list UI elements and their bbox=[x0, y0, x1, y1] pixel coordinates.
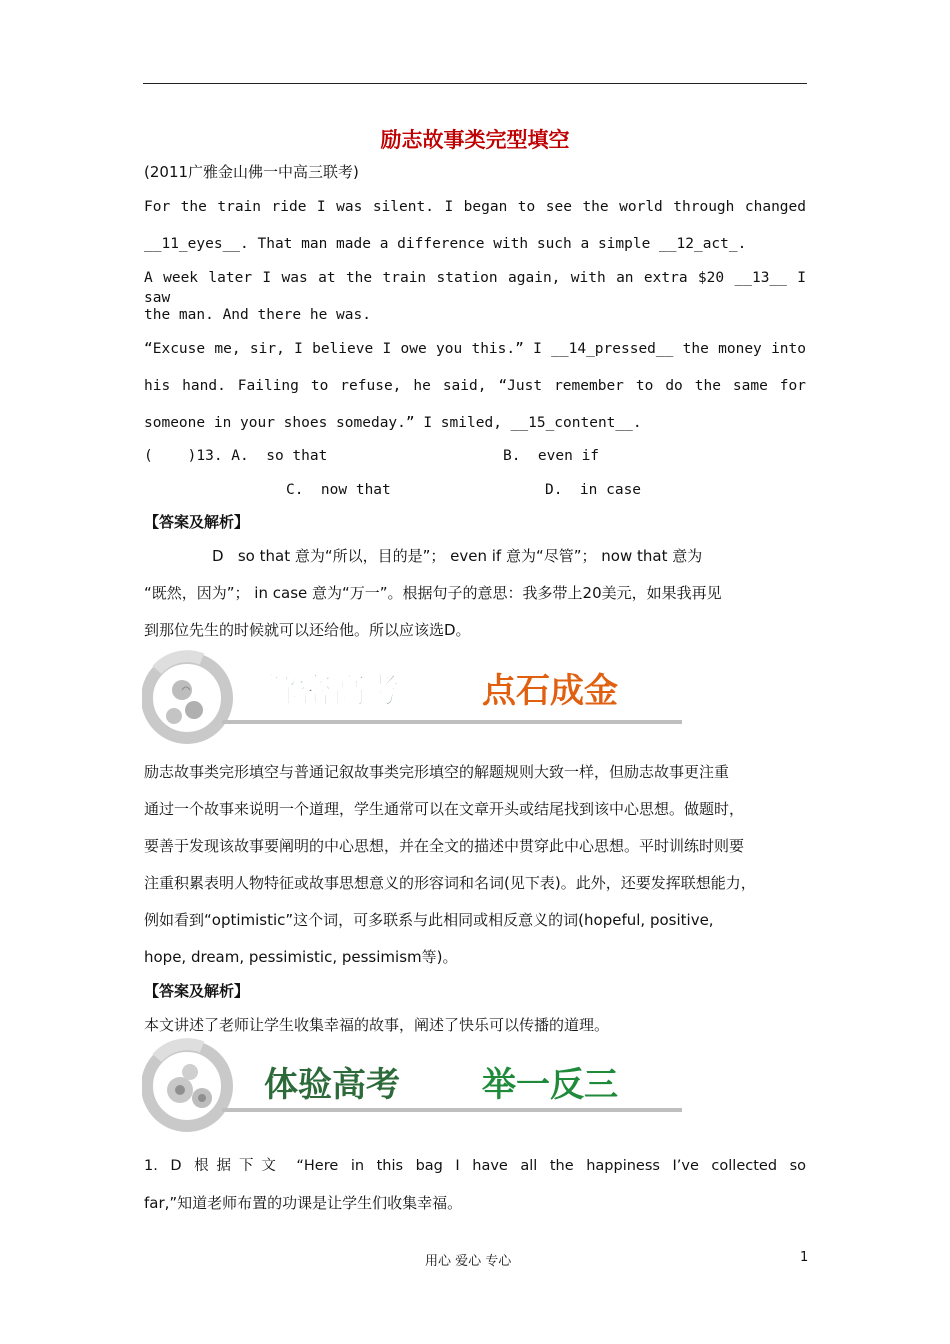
tips-line: hope, dream, pessimistic, pessimism等)。 bbox=[144, 948, 458, 966]
page-title: 励志故事类完型填空 bbox=[380, 128, 570, 152]
passage-line: A week later I was at the train station again, with an extra $20 __13__ I saw bbox=[144, 270, 806, 306]
answer-summary: 本文讲述了老师让学生收集幸福的故事，阐述了快乐可以传播的道理。 bbox=[144, 1016, 610, 1034]
banner-underline bbox=[222, 720, 682, 724]
banner-left-text: 体验高考 bbox=[264, 1065, 400, 1105]
item-line: 1. D 根据下文 “Here in this bag I have all the happiness I’ve collected so bbox=[144, 1158, 806, 1174]
passage-line: his hand. Failing to refuse, he said, “Just remember to do the same for bbox=[144, 378, 806, 394]
passage-line: __11_eyes__. That man made a difference with such a simple __12_act_. bbox=[144, 236, 747, 252]
banner-decrypt-gaokao bbox=[142, 650, 682, 746]
passage-line: the man. And there he was. bbox=[144, 307, 371, 323]
answer-line: D so that 意为“所以，目的是”； even if 意为“尽管”； now that 意为 bbox=[212, 547, 703, 565]
source-note: (2011广雅金山佛一中高三联考) bbox=[144, 163, 359, 181]
tips-line: 要善于发现该故事要阐明的中心思想，并在全文的描述中贯穿此中心思想。平时训练时则要 bbox=[144, 837, 745, 855]
banner-underline bbox=[222, 1108, 682, 1112]
answer-heading: 【答案及解析】 bbox=[144, 982, 250, 1000]
tips-line: 通过一个故事来说明一个道理，学生通常可以在文章开头或结尾找到该中心思想。做题时， bbox=[144, 800, 745, 818]
option-d: D. in case bbox=[545, 482, 642, 498]
tips-line: 励志故事类完形填空与普通记叙故事类完形填空的解题规则大致一样，但励志故事更注重 bbox=[144, 763, 730, 781]
option-c: C. now that bbox=[286, 482, 391, 498]
question-stem: ( )13. A. so that bbox=[144, 448, 328, 464]
page-number: 1 bbox=[800, 1250, 809, 1265]
footer-slogan: 用心 爱心 专心 bbox=[425, 1254, 512, 1269]
option-b: B. even if bbox=[503, 448, 600, 464]
tips-line: 注重积累表明人物特征或故事思想意义的形容词和名词(见下表)。此外，还要发挥联想能力， bbox=[144, 874, 756, 892]
banner-right-text: 举一反三 bbox=[482, 1065, 618, 1105]
rose-icon bbox=[166, 680, 203, 724]
passage-line: “Excuse me, sir, I believe I owe you this.” I __14_pressed__ the money into bbox=[144, 341, 806, 357]
header-rule bbox=[143, 83, 807, 84]
item-line: far,”知道老师布置的功课是让学生们收集幸福。 bbox=[144, 1194, 463, 1212]
passage-line: For the train ride I was silent. I began to see the world through changed bbox=[144, 199, 806, 215]
answer-line: “既然，因为”； in case 意为“万一”。根据句子的意思：我多带上20美元，如果我再见 bbox=[144, 584, 722, 602]
answer-heading: 【答案及解析】 bbox=[144, 513, 250, 531]
banner-experience-gaokao bbox=[142, 1038, 682, 1134]
passage-line: someone in your shoes someday.” I smiled, __15_content__. bbox=[144, 415, 642, 431]
answer-line: 到那位先生的时候就可以还给他。所以应该选D。 bbox=[144, 621, 471, 639]
banner-left-text: 解密高考 bbox=[264, 671, 400, 711]
tips-line: 例如看到“optimistic”这个词，可多联系与此相同或相反意义的词(hopeful, positive, bbox=[144, 911, 714, 929]
daisy-icon bbox=[167, 1064, 212, 1108]
banner-right-text: 点石成金 bbox=[482, 671, 618, 711]
